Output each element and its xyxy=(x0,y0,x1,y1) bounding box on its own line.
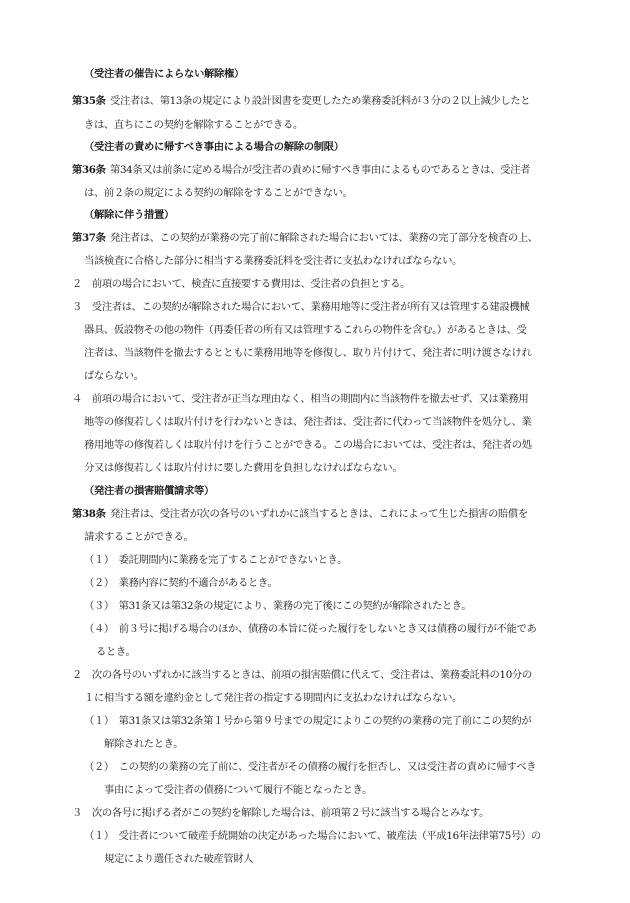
article-36-label: 第36条 xyxy=(72,164,106,176)
article-38-paragraph-3: ３ 次の各号に掲げる者がこの契約を解除した場合は、前項第２号に該当する場合とみなす。 xyxy=(72,807,489,819)
article-37-text-cont: 当該検査に合格した部分に相当する業務委託料を受注者に支払わなければならない。 xyxy=(84,255,462,267)
article-36-heading: （受注者の責めに帰すべき事由による場合の解除の制限） xyxy=(84,141,344,153)
article-38-p2-item-1-cont: 解除されたとき。 xyxy=(104,738,184,750)
article-37-paragraph-4: ４ 前項の場合において、受注者が正当な理由なく、相当の期間内に当該物件を撤去せず、又は業務用 xyxy=(72,393,529,405)
article-35-heading: （受注者の催告によらない解除権） xyxy=(84,68,244,80)
article-38-paragraph-2-cont: １に相当する額を違約金として発注者の指定する期間内に支払わなければならない。 xyxy=(84,692,462,704)
article-38-item-4-cont: るとき。 xyxy=(96,646,136,658)
article-36-text-cont: は、前２条の規定による契約の解除をすることができない。 xyxy=(84,187,353,199)
article-38-p2-item-2: （２） この契約の業務の完了前に、受注者がその債務の履行を拒否し、又は受注者の責めに帰すべき xyxy=(84,761,537,773)
article-37-paragraph-4-cont: 分又は修復若しくは取片付けに要した費用を負担しなければならない。 xyxy=(84,462,403,474)
article-38-label: 第38条 xyxy=(72,508,106,520)
article-37-paragraph-3-cont: 器具、仮設物その他の物件（再委任者の所有又は管理するこれらの物件を含む。）があるときは、受 xyxy=(84,324,527,336)
article-37-paragraph-4-cont: 務用地等の修復若しくは取片付けを行うことができる。この場合においては、受注者は、発注者の処 xyxy=(84,439,532,451)
article-37-text: 発注者は、この契約が業務の完了前に解除された場合においては、業務の完了部分を検査の上、 xyxy=(110,232,538,244)
article-37-paragraph-4-cont: 地等の修復若しくは取片付けを行わないときは、発注者は、受注者に代わって当該物件を処分し、業 xyxy=(84,416,532,428)
article-36-text: 第34条又は前条に定める場合が受注者の責めに帰すべき事由によるものであるときは、受注者 xyxy=(110,164,531,176)
article-38-heading: （発注者の損害賠償請求等） xyxy=(84,485,214,497)
article-38-item-4: （４） 前３号に掲げる場合のほか、債務の本旨に従った履行をしないとき又は債務の履行が不能であ xyxy=(84,623,537,635)
article-38-text: 発注者は、受注者が次の各号のいずれかに該当するときは、これによって生じた損害の賠償を xyxy=(110,508,528,520)
article-37-paragraph-3-cont: ばならない。 xyxy=(84,370,144,382)
article-37-paragraph-2: ２ 前項の場合において、検査に直接要する費用は、受注者の負担とする。 xyxy=(72,278,410,290)
article-38-p2-item-1: （１） 第31条又は第32条第１号から第９号までの規定によりこの契約の業務の完了前にこの契約が xyxy=(84,715,532,727)
article-38-item-3: （３） 第31条又は第32条の規定により、業務の完了後にこの契約が解除されたとき。 xyxy=(84,600,472,612)
article-38-p2-item-2-cont: 事由によって受注者の債務について履行不能となったとき。 xyxy=(104,784,372,796)
article-38-item-2: （２） 業務内容に契約不適合があるとき。 xyxy=(84,577,278,589)
article-37-label: 第37条 xyxy=(72,232,106,244)
article-38-text-cont: 請求することができる。 xyxy=(84,531,194,543)
article-35-text-cont: きは、直ちにこの契約を解除することができる。 xyxy=(84,119,303,131)
article-37-paragraph-3: ３ 受注者は、この契約が解除された場合において、業務用地等に受注者が所有又は管理する建設機械 xyxy=(72,301,530,313)
article-35-label: 第35条 xyxy=(72,95,106,107)
article-38-item-1: （１） 委託期間内に業務を完了することができないとき。 xyxy=(84,554,348,566)
article-38-p3-item-1: （１） 受注者について破産手続開始の決定があった場合において、破産法（平成16年法律第75号）の xyxy=(84,830,541,842)
article-35-text: 受注者は、第13条の規定により設計図書を変更したため業務委託料が３分の２以上減少したと xyxy=(110,95,531,107)
article-38-p3-item-1-cont: 規定により選任された破産管財人 xyxy=(104,853,254,865)
article-38-paragraph-2: ２ 次の各号のいずれかに該当するときは、前項の損害賠償に代えて、受注者は、業務委託料の10分の xyxy=(72,669,532,681)
article-37-paragraph-3-cont: 注者は、当該物件を撤去するとともに業務用地等を修復し、取り片付けて、発注者に明け渡さなけれ xyxy=(84,347,532,359)
article-37-heading: （解除に伴う措置） xyxy=(84,209,174,221)
